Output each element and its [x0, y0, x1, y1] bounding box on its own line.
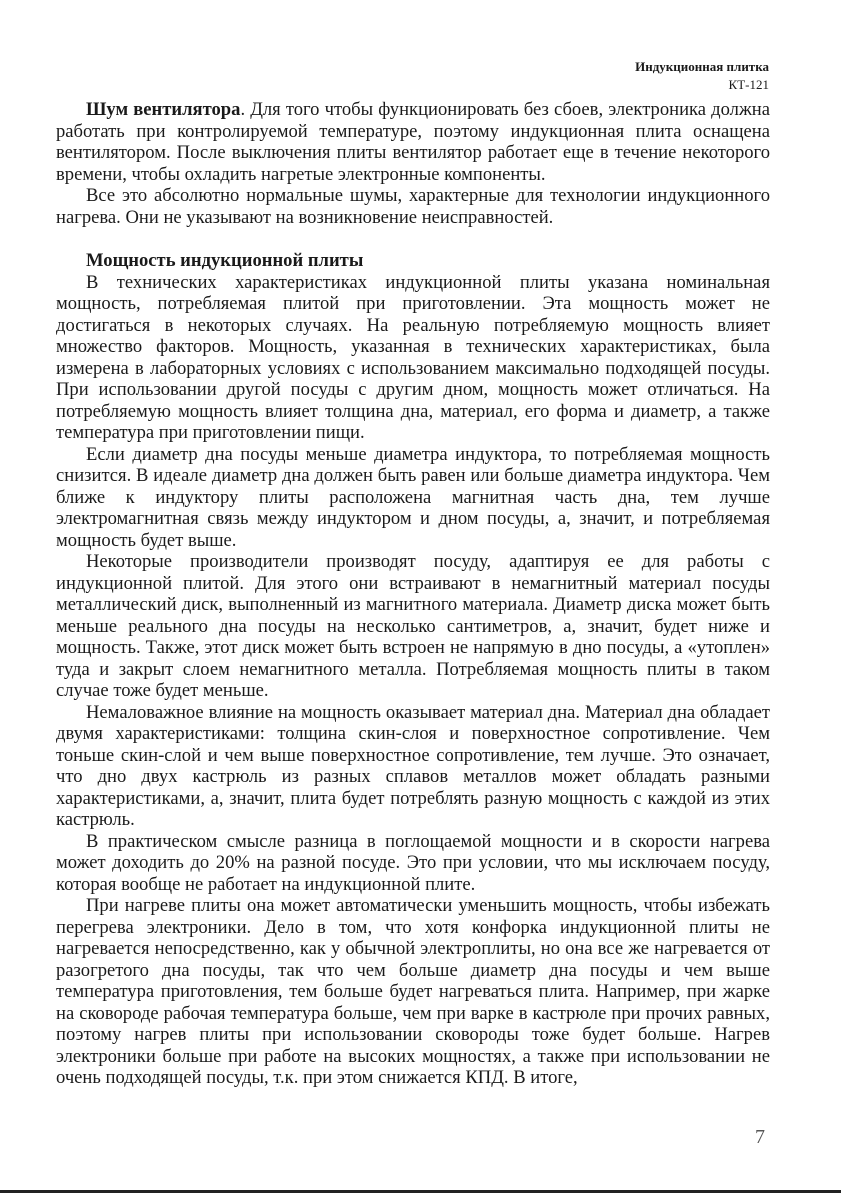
paragraph: В практическом смысле разница в поглощаемой мощности и в скорости нагрева может доходить до 20% на разной посуде. Это при условии, что мы исключаем посуду, которая вообще не работает на индукционной плите. [56, 830, 770, 895]
document-body [56, 99, 770, 1089]
paragraph: При нагреве плиты она может автоматически уменьшить мощность, чтобы избежать перегрева электроники. Дело в том, что хотя конфорка индукционной плиты не нагревается непосредственно, как у обычной электроплиты, но она все же нагревается от разогретого дна посуды, так что чем больше диаметр дна посуды и чем выше температура приготовления, тем больше будет нагреваться плита. Например, при жарке на сковороде рабочая температура больше, чем при варке в кастрюле при прочих равных, поэтому нагрев плиты при использовании сковороды тоже будет больше. Нагрев электроники больше при работе на высоких мощностях, а также при использовании не очень подходящей посуды, т.к. при этом снижается КПД. В итоге, [56, 895, 770, 1088]
paragraph: В технических характеристиках индукционной плиты указана номинальная мощность, потребляемая плитой при приготовлении. Эта мощность может не достигаться в некоторых случаях. На реальную потребляемую мощность влияет множество факторов. Мощность, указанная в технических характеристиках, была измерена в лабораторных условиях с использованием максимально подходящей посуды. При использовании другой посуды с другим дном, мощность может отличаться. На потребляемую мощность влияет толщина дна, материал, его форма и диаметр, а также температура при приготовлении пищи. [56, 271, 770, 443]
paragraph-fan-noise [56, 99, 770, 185]
fan-noise-text: . Для того чтобы функционировать без сбоев, электроника должна работать при контролируемой температуре, поэтому индукционная плита оснащена вентилятором. После выключения плиты вентилятор работает еще в течение некоторого времени, чтобы охладить нагретые электронные компоненты. [56, 99, 771, 185]
page-number: 7 [755, 1126, 765, 1148]
paragraph: Если диаметр дна посуды меньше диаметра индуктора, то потребляемая мощность снизится. В идеале диаметр дна должен быть равен или больше диаметра индуктора. Чем ближе к индуктору плиты расположена магнитная часть дна, тем лучше электромагнитная связь между индуктором и дном посуды, а, значит, и потребляемая мощность будет выше. [56, 443, 770, 551]
header-model: КТ-121 [728, 77, 769, 92]
section-heading-power: Мощность индукционной плиты [86, 250, 364, 271]
paragraph-fan-noise-2: Все это абсолютно нормальные шумы, характерные для технологии индукционного нагрева. Они не указывают на возникновение неисправностей. [56, 185, 770, 228]
header-title: Индукционная плитка [635, 59, 769, 74]
paragraph: Некоторые производители производят посуду, адаптируя ее для работы с индукционной плитой. Для этого они встраивают в немагнитный материал посуды металлический диск, выполненный из магнитного материала. Диаметр диска может быть меньше реального дна посуды на несколько сантиметров, а, значит, будет ниже и мощность. Также, этот диск может быть встроен не напрямую в дно посуды, а «утоплен» туда и закрыт слоем немагнитного металла. Потребляемая мощность плиты в таком случае тоже будет меньше. [56, 551, 770, 701]
running-header [635, 58, 769, 94]
paragraph: Немаловажное влияние на мощность оказывает материал дна. Материал дна обладает двумя характеристиками: толщина скин-слоя и поверхностное сопротивление. Чем тоньше скин-слой и чем выше поверхностное сопротивление, тем лучше. Это означает, что дно двух кастрюль из разных сплавов металлов может обладать разными характеристиками, а, значит, плита будет потреблять разную мощность с каждой из этих кастрюль. [56, 701, 770, 830]
fan-noise-heading: Шум вентилятора [86, 99, 241, 120]
